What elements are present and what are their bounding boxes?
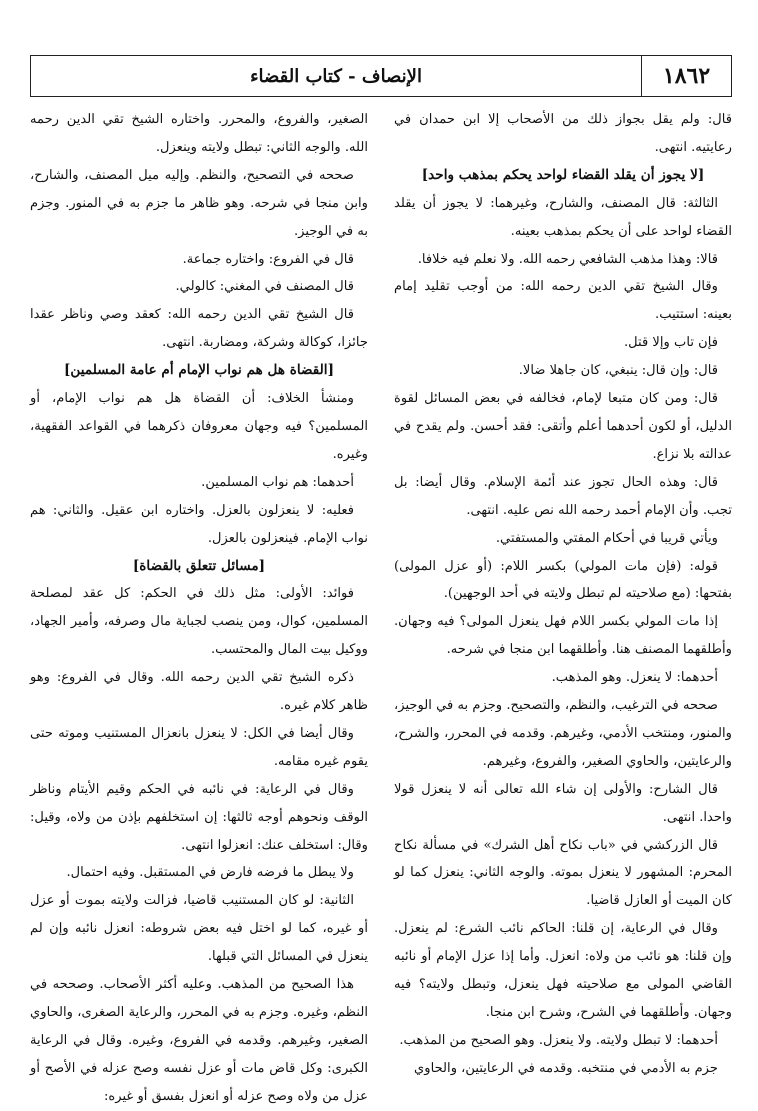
section-heading: [مسائل تتعلق بالقضاة] — [132, 557, 266, 574]
text-paragraph: قالا: وهذا مذهب الشافعي رحمه الله. ولا نعلم فيه خلافا. — [417, 251, 718, 267]
text-paragraph: قال في الفروع: واختاره جماعة. — [182, 251, 354, 267]
text-paragraph: قال الشارح: والأولى إن شاء الله تعالى أنه لا ينعزل قولا واحدا. انتهى. — [394, 781, 732, 825]
text-paragraph: هذا الصحيح من المذهب. وعليه أكثر الأصحاب. وصححه في النظم، وغيره. وجزم به في المحرر، والرعاية الصغرى، والحاوي الصغير، وغيرهم. وقدمه في الفروع، وغيره. وقال في الرعاية الكبرى: وكل قاض مات أو عزل نفسه وصح عزله في الأصح أو عزل من ولاه وصح عزله أو انعزل بفسق أو غيره: — [30, 977, 368, 1104]
text-paragraph: أحدهما: لا تبطل ولايته. ولا ينعزل. وهو الصحيح من المذهب. — [399, 1032, 718, 1048]
text-paragraph: صححه في الترغيب، والنظم، والتصحيح. وجزم به في الوجيز، والمنور، ومنتخب الأدمي، وغيرهم. وقدمه في المحرر، والشرح، والرعايتين، والحاوي الصغير، والفروع، وغيرهم. — [394, 698, 732, 769]
text-paragraph: الثانية: لو كان المستنيب قاضيا، فزالت ولايته بموت أو عزل أو غيره، كما لو اختل فيه بعض شروطه: انعزل نائبه وإن لم ينعزل في المسائل التي قبلها. — [30, 893, 368, 965]
text-paragraph: أحدهما: هم نواب المسلمين. — [201, 474, 354, 490]
text-paragraph: وقال أيضا في الكل: لا ينعزل بانعزال المستنيب وموته حتى يقوم غيره مقامه. — [30, 725, 368, 769]
text-paragraph: قال: ولم يقل بجواز ذلك من الأصحاب إلا ابن حمدان في رعايتيه. انتهى. — [394, 112, 732, 155]
text-paragraph: الصغير، والفروع، والمحرر. واختاره الشيخ تقي الدين رحمه الله. والوجه الثاني: تبطل ولايته وينعزل. — [30, 112, 368, 155]
text-paragraph: قال الشيخ تقي الدين رحمه الله: كعقد وصي وناظر عقدا جائزا، كوكالة وشركة، ومضاربة. انتهى. — [30, 307, 368, 351]
text-paragraph: جزم به الأدمي في منتخبه. وقدمه في الرعايتين، والحاوي — [414, 1060, 718, 1076]
text-paragraph: وقال في الرعاية، إن قلنا: الحاكم نائب الشرع: لم ينعزل. وإن قلنا: هو نائب من ولاه: انعزل. وأما إذا عزل الإمام أو نائبه القاضي المولى مع صلاحيته فهل ينعزل، وتبطل ولايته؟ فيه وجهان. وأطلقهما في الشرح، وشرح ابن منجا. — [394, 921, 732, 1020]
text-paragraph: ولا يبطل ما فرضه فارض في المستقبل. وفيه احتمال. — [66, 865, 354, 881]
text-paragraph: قال: وهذه الحال تجوز عند أئمة الإسلام. وقال أيضا: بل تجب. وأن الإمام أحمد رحمه الله نص عليه. انتهى. — [394, 474, 732, 518]
text-paragraph: ويأتي قريبا في أحكام المفتي والمستفتي. — [495, 530, 718, 546]
text-paragraph: ومنشأ الخلاف: أن القضاة هل هم نواب الإمام، أو المسلمين؟ فيه وجهان معروفان ذكرهما في القواعد الفقهية، وغيره. — [30, 391, 368, 462]
text-paragraph: قال المصنف في المغني: كالولي. — [175, 279, 354, 295]
page-header — [30, 55, 732, 97]
text-paragraph: إذا مات المولي بكسر اللام فهل ينعزل المولى؟ فيه وجهان. وأطلقهما المصنف هنا. وأطلقهما ابن منجا في شرحه. — [394, 614, 732, 658]
left-column — [30, 106, 368, 1104]
section-heading: [القضاة هل هم نواب الإمام أم عامة المسلمين] — [64, 362, 334, 379]
text-paragraph: فعليه: لا ينعزلون بالعزل. واختاره ابن عقيل. والثاني: هم نواب الإمام. فينعزلون بالعزل. — [30, 502, 368, 546]
section-heading: [لا يجوز أن يقلد القضاء لواحد يحكم بمذهب واحد] — [421, 166, 705, 183]
page-number: ١٨٦٢ — [641, 56, 731, 96]
text-paragraph: ذكره الشيخ تقي الدين رحمه الله. وقال في الفروع: وهو ظاهر كلام غيره. — [30, 670, 368, 714]
text-paragraph: أحدهما: لا ينعزل. وهو المذهب. — [551, 670, 718, 686]
right-column — [394, 106, 732, 1096]
text-paragraph: قال: ومن كان متبعا لإمام، فخالفه في بعض المسائل لقوة الدليل، أو لكون أحدهما أعلم وأتقى: فقد أحسن. ولم يقدح في عدالته بلا نزاع. — [394, 391, 732, 462]
text-paragraph: فإن تاب وإلا قتل. — [623, 335, 718, 351]
text-paragraph: وقال في الرعاية: في نائبه في الحكم وقيم الأيتام وناظر الوقف ونحوهم أوجه ثالثها: إن استخلفهم بإذن من ولاه، وقيل: وقال: استخلف عنك: انعزلوا انتهى. — [30, 781, 368, 853]
running-title: الإنصاف - كتاب القضاء — [250, 65, 422, 87]
text-paragraph: صححه في التصحيح، والنظم. وإليه ميل المصنف، والشارح، وابن منجا في شرحه. وهو ظاهر ما جزم به في المنور. وجزم به في الوجيز. — [30, 167, 368, 239]
text-paragraph: قال الزركشي في «باب نكاح أهل الشرك» في مسألة نكاح المحرم: المشهور لا ينعزل بموته. والوجه الثاني: ينعزل كما لو كان الميت أو العازل قاضيا. — [394, 837, 732, 909]
text-paragraph: قوله: (فإن مات المولي) بكسر اللام: (أو عزل المولى) بفتحها: (مع صلاحيته لم تبطل ولايته في أحد الوجهين). — [394, 558, 732, 602]
text-paragraph: الثالثة: قال المصنف، والشارح، وغيرهما: لا يجوز أن يقلد القضاء لواحد على أن يحكم بمذهب بعينه. — [394, 195, 732, 239]
text-paragraph: فوائد: الأولى: مثل ذلك في الحكم: كل عقد لمصلحة المسلمين، كوال، ومن ينصب لجباية مال وصرفه، وأمير الجهاد، ووكيل بيت المال والمحتسب. — [30, 586, 368, 658]
text-paragraph: قال: وإن قال: ينبغي، كان جاهلا ضالا. — [518, 363, 718, 379]
text-paragraph: وقال الشيخ تقي الدين رحمه الله: من أوجب تقليد إمام بعينه: استتيب. — [394, 279, 732, 323]
